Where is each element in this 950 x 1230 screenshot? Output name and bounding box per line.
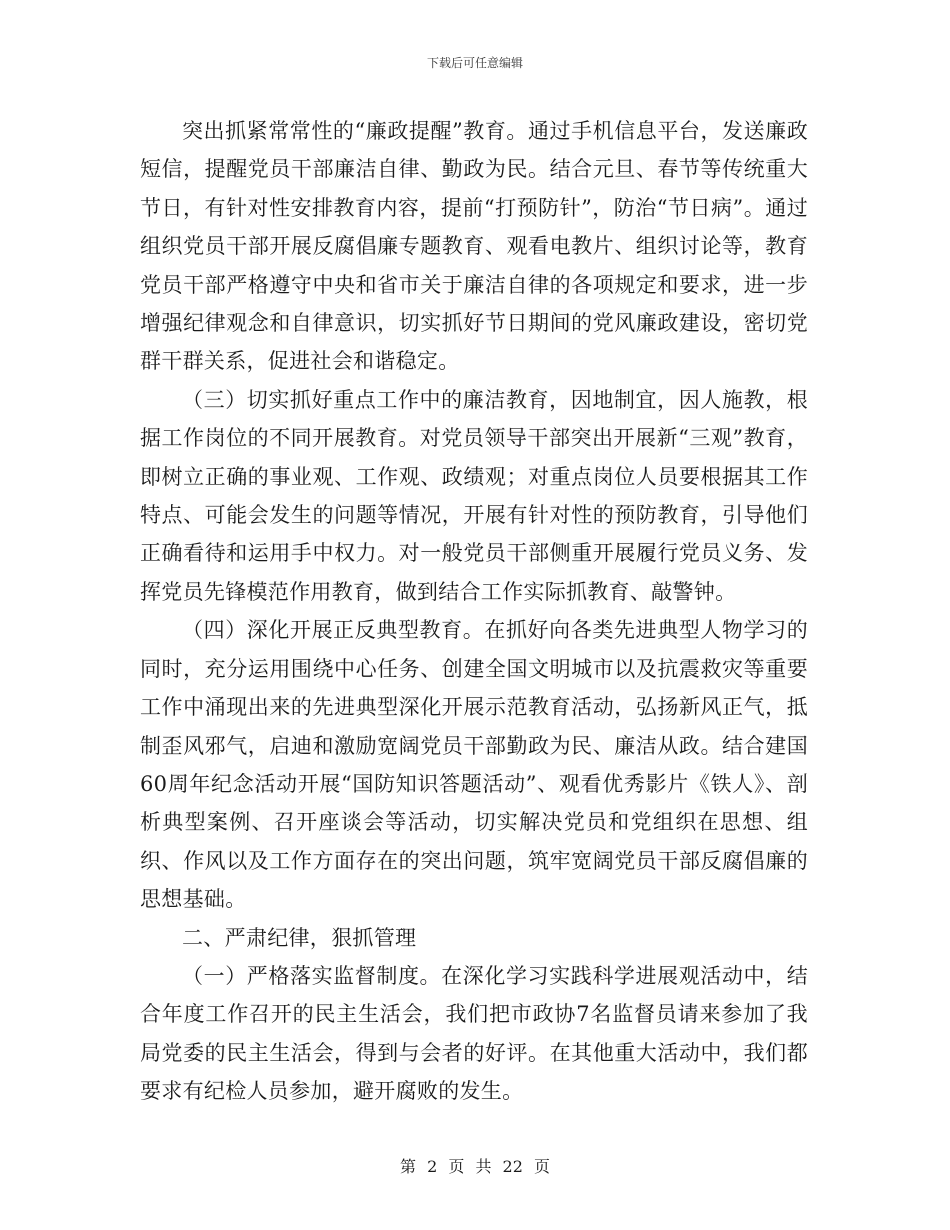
document-body [140,112,808,1111]
paragraph-lianzheng-reminder: 突出抓紧常常性的“廉政提醒”教育。通过手机信息平台，发送廉政短信，提醒党员干部廉洁自律、勤政为民。结合元旦、春节等传统重大节日，有针对性安排教育内容，提前“打预防针”，防治“节日病”。通过组织党员干部开展反腐倡廉专题教育、观看电教片、组织讨论等，教育党员干部严格遵守中央和省市关于廉洁自律的各项规定和要求，进一步增强纪律观念和自律意识，切实抓好节日期间的党风廉政建设，密切党群干群关系，促进社会和谐稳定。 [140,119,808,374]
section-heading-discipline: 二、严肃纪律，狠抓管理 [182,925,417,950]
page-footer: 第 2 页 共 22 页 [400,1157,550,1176]
paragraph-typical-education: （四）深化开展正反典型教育。在抓好向各类先进典型人物学习的同时，充分运用围绕中心任务、创建全国文明城市以及抗震救灾等重要工作中涌现出来的先进典型深化开展示范教育活动，弘扬新风正气，抵制歪风邪气，启迪和激励宽阔党员干部勤政为民、廉洁从政。结合建国60周年纪念活动开展“国防知识答题活动”、观看优秀影片《铁人》、剖析典型案例、召开座谈会等活动，切实解决党员和党组织在思想、组织、作风以及工作方面存在的突出问题，筑牢宽阔党员干部反腐倡廉的思想基础。 [140,618,808,912]
paragraph-key-work-education: （三）切实抓好重点工作中的廉洁教育，因地制宜，因人施教，根据工作岗位的不同开展教育。对党员领导干部突出开展新“三观”教育，即树立正确的事业观、工作观、政绩观；对重点岗位人员要根据其工作特点、可能会发生的问题等情况，开展有针对性的预防教育，引导他们正确看待和运用手中权力。对一般党员干部侧重开展履行党员义务、发挥党员先锋模范作用教育，做到结合工作实际抓教育、敲警钟。 [140,387,808,604]
page-header: 下载后可任意编辑 [426,56,523,70]
paragraph-supervision-system: （一）严格落实监督制度。在深化学习实践科学进展观活动中，结合年度工作召开的民主生活会，我们把市政协7名监督员请来参加了我局党委的民主生活会，得到与会者的好评。在其他重大活动中，我们都要求有纪检人员参加，避开腐败的发生。 [140,963,808,1104]
